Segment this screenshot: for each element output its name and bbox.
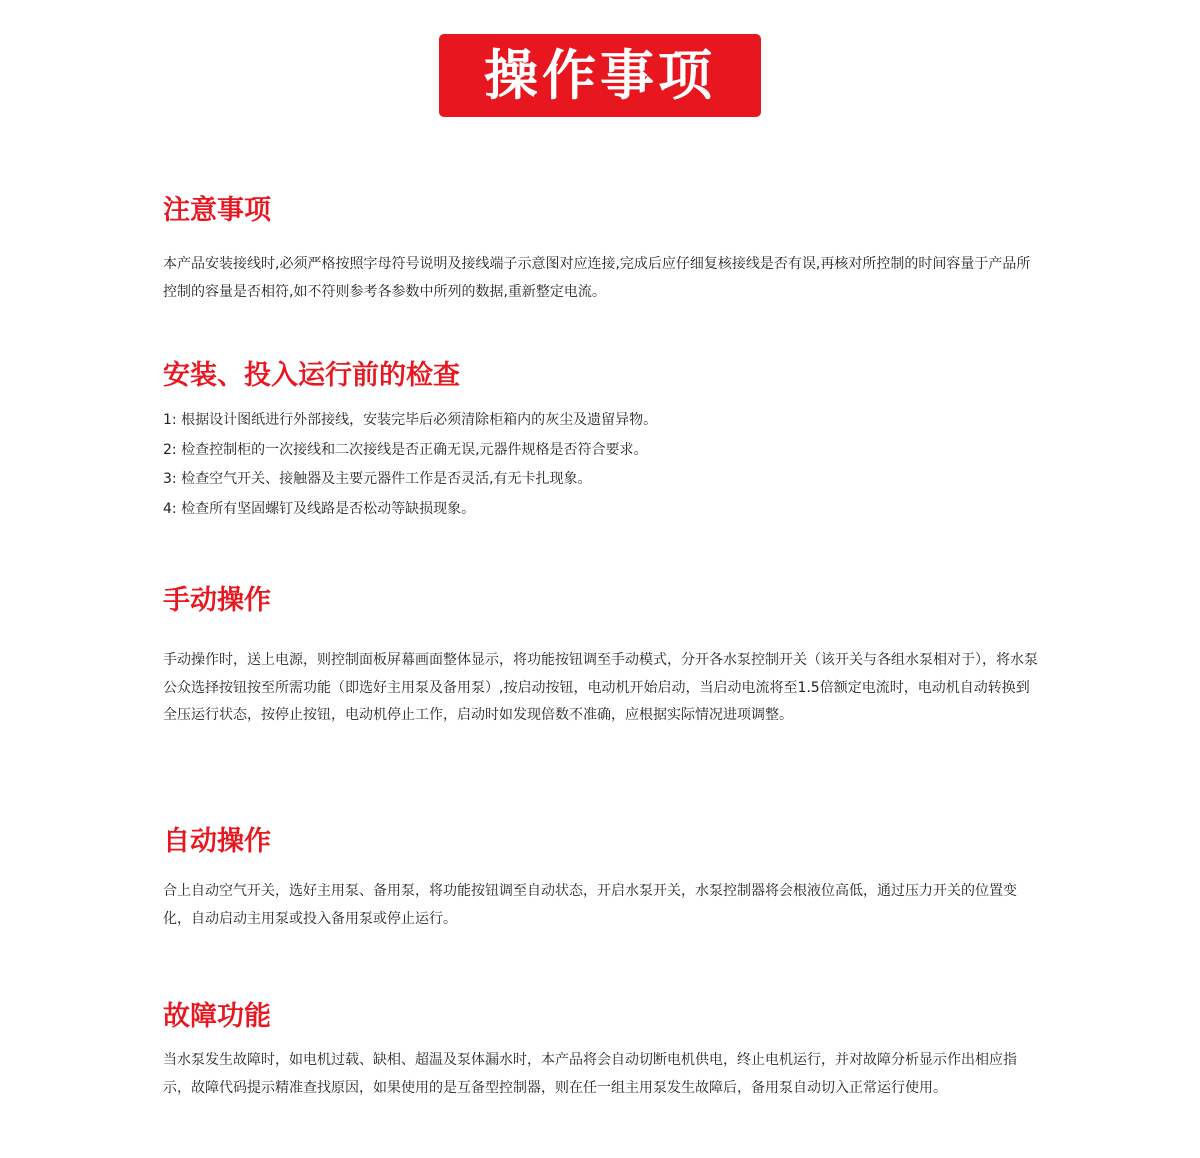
section-title-fault: 故障功能 xyxy=(163,1001,271,1032)
section-text-auto: 合上自动空气开关，选好主用泵、备用泵，将功能按钮调至自动状态，开启水泵开关，水泵控制器将会根液位高低，通过压力开关的位置变化，自动启动主用泵或投入备用泵或停止运行。 xyxy=(163,883,1017,927)
section-text-fault: 当水泵发生故障时，如电机过载、缺相、超温及泵体漏水时，本产品将会自动切断电机供电，终止电机运行，并对故障分析显示作出相应指示，故障代码提示精准查找原因，如果使用的是互备型控制器，则在任一组主用泵发生故障后，备用泵自动切入正常运行使用。 xyxy=(163,1052,1017,1096)
inspection-list xyxy=(163,406,657,524)
page-title-banner: 操作事项 xyxy=(439,34,761,117)
section-text-notice: 本产品安装接线时,必须严格按照字母符号说明及接线端子示意图对应连接,完成后应仔细复核接线是否有误,再核对所控制的时间容量于产品所控制的容量是否相符,如不符则参考各参数中所列的数据,重新整定电流。 xyxy=(163,256,1031,300)
section-title-auto: 自动操作 xyxy=(163,826,271,857)
section-text-manual: 手动操作时，送上电源，则控制面板屏幕画面整体显示，将功能按钮调至手动模式，分开各水泵控制开关（该开关与各组水泵相对于），将水泵公众选择按钮按至所需功能（即选好主用泵及备用泵）,按启动按钮，电动机开始启动，当启动电流将至1.5倍额定电流时，电动机自动转换到全压运行状态，按停止按钮，电动机停止工作，启动时如发现倍数不准确，应根据实际情况进项调整。 xyxy=(163,652,1038,723)
list-item: 1: 根据设计图纸进行外部接线，安装完毕后必须清除柜箱内的灰尘及遗留异物。 xyxy=(163,412,658,428)
section-title-manual: 手动操作 xyxy=(163,585,271,616)
list-item: 2: 检查控制柜的一次接线和二次接线是否正确无误,元器件规格是否符合要求。 xyxy=(163,441,648,458)
list-item: 3: 检查空气开关、接触器及主要元器件工作是否灵活,有无卡扎现象。 xyxy=(163,471,592,487)
list-item: 4: 检查所有坚固螺钉及线路是否松动等缺损现象。 xyxy=(163,500,476,517)
section-title-notice: 注意事项 xyxy=(163,195,271,226)
section-title-inspection: 安装、投入运行前的检查 xyxy=(163,360,460,391)
